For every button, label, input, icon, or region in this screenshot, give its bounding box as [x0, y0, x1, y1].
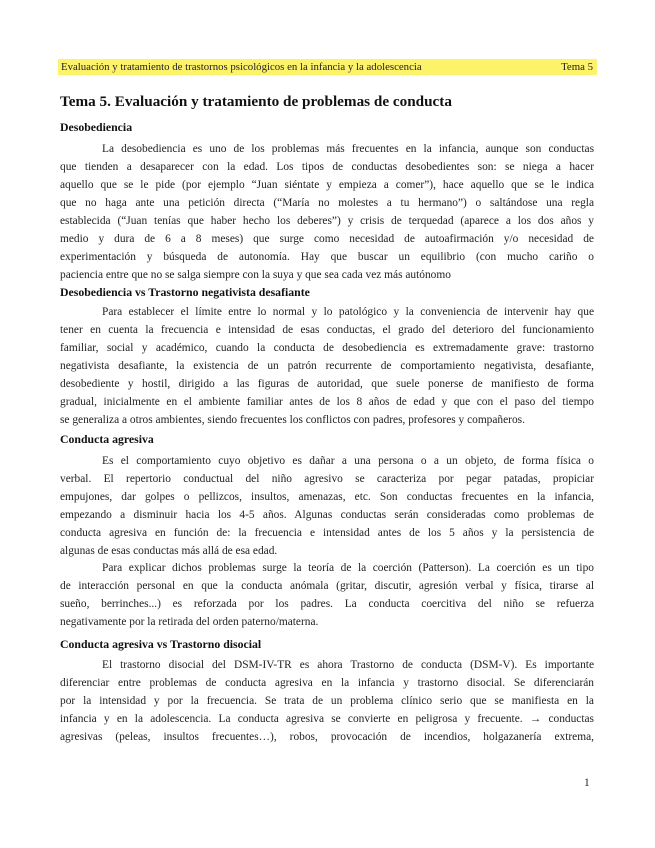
header-topic: Tema 5 — [561, 61, 593, 73]
paragraph — [60, 140, 594, 284]
paragraph — [60, 559, 594, 631]
text-line: agresivas (peleas, insultos frecuentes…), robos, provocación de incendios, holgazanería extrema, — [60, 731, 594, 743]
section-heading: Conducta agresiva — [60, 432, 154, 446]
text-line: que tienden a desaparecer con la edad. Los tipos de conductas desobedientes son: se niega a hacer — [60, 161, 594, 173]
section-heading: Desobediencia — [60, 120, 133, 134]
text-line: medio y dura de 6 a 8 meses) que surge como necesidad de autoafirmación y/o necesidad de — [60, 233, 594, 245]
text-line: empezando a disminuir hacia los 4-5 años. Algunas conductas serán consideradas como problemas de — [60, 509, 594, 521]
paragraph — [60, 303, 594, 429]
text-line: Es el comportamiento cuyo objetivo es dañar a una persona o a un objeto, de forma física o — [102, 455, 594, 467]
text-line: paciencia entre que no se salga siempre con la suya y que sea cada vez más autónomo — [60, 269, 451, 281]
text-line: La desobediencia es uno de los problemas más frecuentes en la infancia, aunque son conductas — [102, 143, 594, 155]
header-course-title: Evaluación y tratamiento de trastornos psicológicos en la infancia y la adolescencia — [61, 61, 422, 73]
text-line: se generaliza a otros ambientes, siendo frecuentes los conflictos con padres, profesores y compañeros. — [60, 414, 525, 426]
text-line: diferenciar entre problemas de conducta agresiva en la infancia y trastorno disocial. Se diferenciarán — [60, 677, 594, 689]
text-line: El trastorno disocial del DSM-IV-TR es ahora Trastorno de conducta (DSM-V). Es importante — [102, 659, 594, 671]
page-title: Tema 5. Evaluación y tratamiento de problemas de conducta — [60, 93, 452, 110]
page-number: 1 — [584, 777, 590, 789]
section-heading: Conducta agresiva vs Trastorno disocial — [60, 637, 262, 651]
text-line: conducta agresiva en función de: la frecuencia e intensidad antes de los 5 años y la persistencia de — [60, 527, 594, 539]
running-header — [58, 59, 597, 75]
text-line: experimentación y búsqueda de autonomía. Hay que buscar un equilibrio (con mucho cariño o — [60, 251, 594, 263]
text-line: familiar, social y académico, cuando la conducta de desobediencia es extremadamente grave: trastorno — [60, 342, 594, 354]
text-line: que no haga ante una petición directa (“María no molestes a tu hermano”) o saltándose una regla — [60, 197, 594, 209]
text-line: gradual, inicialmente en el ambiente familiar antes de los 8 años de edad y que con el paso del tiempo — [60, 396, 594, 408]
paragraph — [60, 656, 594, 746]
text-line: negativista desafiante, la existencia de un patrón recurrente de comportamiento negativista, desafiante, — [60, 360, 594, 372]
paragraph — [60, 452, 594, 560]
text-line: infancia y en la adolescencia. La conducta agresiva se convierte en peligrosa y frecuente. → conductas — [60, 713, 594, 725]
text-line: de interacción personal en que la conducta anómala (gritar, discutir, agresión verbal y física, tirarse al — [60, 580, 594, 592]
text-line: negativamente por la retirada del orden paterno/materna. — [60, 616, 319, 628]
text-line: tener en cuenta la frecuencia e intensidad de esas conductas, el grado del deterioro del funcionamiento — [60, 324, 594, 336]
text-line: Para explicar dichos problemas surge la teoría de la coerción (Patterson). La coerción es un tipo — [102, 562, 594, 574]
text-line: por la intensidad y por la frecuencia. Se trata de un problema clínico serio que se manifiesta en la — [60, 695, 594, 707]
text-line: desobediente y hostil, dirigido a las figuras de autoridad, que suele ponerse de manifiesto de forma — [60, 378, 594, 390]
text-line: establecida (“Juan tenías que haber hecho los deberes”) y crisis de terquedad (aparece a los dos años y — [60, 215, 594, 227]
text-line: Para establecer el límite entre lo normal y lo patológico y la conveniencia de intervenir hay que — [102, 306, 594, 318]
text-line: sueño, berrinches...) es reforzada por los padres. La conducta coercitiva del niño se refuerza — [60, 598, 594, 610]
section-heading: Desobediencia vs Trastorno negativista desafiante — [60, 285, 310, 299]
text-line: algunas de esas conductas más allá de esa edad. — [60, 545, 278, 557]
text-line: aquello que se le pide (por ejemplo “Juan siéntate y empieza a comer”), hace aquello que se le indica — [60, 179, 594, 191]
text-line: verbal. El repertorio conductual del niño agresivo se caracteriza por pegar patadas, propiciar — [60, 473, 594, 485]
text-line: empujones, dar golpes o pellizcos, insultos, amenazas, etc. Son conductas frecuentes en la infancia, — [60, 491, 594, 503]
